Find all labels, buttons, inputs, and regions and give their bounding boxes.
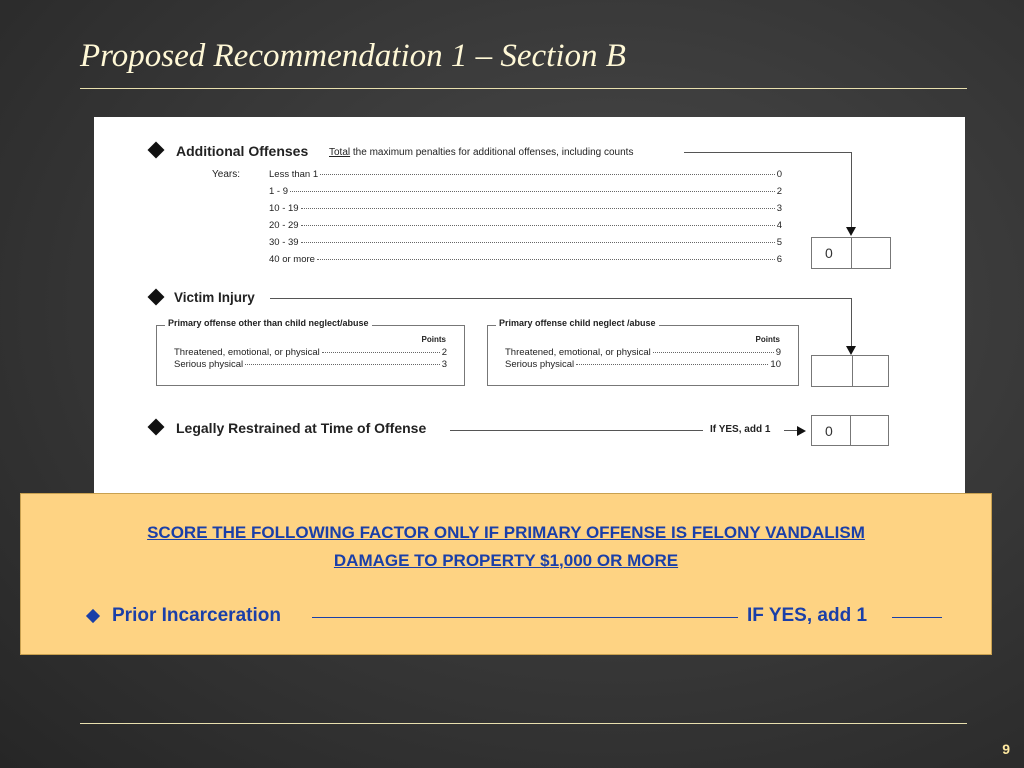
felony-vandalism-callout	[20, 493, 992, 655]
dot-leader	[653, 352, 774, 353]
victim-injury-title: Victim Injury	[174, 290, 255, 305]
list-item	[269, 186, 782, 197]
instruction-underlined: Total	[329, 147, 351, 158]
arrow-down-icon	[846, 346, 856, 355]
row-label: Threatened, emotional, or physical	[174, 347, 320, 358]
row-label: Serious physical	[174, 359, 244, 370]
legally-restrained-score-box	[811, 415, 889, 446]
connector-line	[312, 617, 738, 618]
legally-restrained-title: Legally Restrained at Time of Offense	[176, 420, 427, 436]
connector-line	[851, 152, 852, 227]
list-item	[174, 359, 447, 370]
instruction-text: the maximum penalties for additional offenses, including counts	[352, 147, 634, 158]
dot-leader	[245, 364, 440, 365]
title-divider	[80, 88, 967, 89]
dot-leader	[317, 259, 775, 260]
score-cell-empty	[853, 356, 888, 386]
scoring-form-image	[94, 117, 965, 495]
list-item	[505, 347, 781, 358]
connector-line	[892, 617, 942, 618]
prior-incarceration-item	[85, 605, 941, 629]
score-cell	[812, 356, 853, 386]
row-label: 1 - 9	[269, 186, 289, 197]
group-legend: Primary offense other than child neglect/abuse	[165, 318, 372, 328]
connector-line	[784, 430, 798, 431]
row-label: 30 - 39	[269, 237, 299, 248]
legally-restrained-suffix: If YES, add 1	[710, 424, 771, 435]
prior-incarceration-label: Prior Incarceration	[112, 605, 281, 626]
list-item	[269, 203, 782, 214]
row-value: 3	[441, 359, 447, 370]
victim-injury-score-box	[811, 355, 889, 387]
row-value: 0	[776, 169, 782, 180]
points-header: Points	[755, 335, 780, 344]
row-label: 40 or more	[269, 254, 315, 265]
row-value: 4	[776, 220, 782, 231]
victim-injury-group-other	[156, 318, 465, 386]
prior-incarceration-bullet-icon	[86, 609, 100, 623]
slide-title: Proposed Recommendation 1 – Section B	[80, 38, 626, 74]
list-item	[174, 347, 447, 358]
dot-leader	[290, 191, 775, 192]
score-cell: 0	[812, 238, 852, 268]
dot-leader	[301, 242, 775, 243]
row-label: Less than 1	[269, 169, 319, 180]
row-value: 9	[775, 347, 781, 358]
dot-leader	[576, 364, 768, 365]
callout-heading-line2: DAMAGE TO PROPERTY $1,000 OR MORE	[333, 551, 679, 570]
dot-leader	[301, 208, 775, 209]
row-label: 20 - 29	[269, 220, 299, 231]
page-number: 9	[1002, 741, 1010, 757]
additional-offenses-bullet-icon	[148, 142, 165, 159]
additional-offenses-score-box	[811, 237, 891, 269]
footer-divider	[80, 723, 967, 724]
arrow-right-icon	[797, 426, 806, 436]
connector-line	[270, 298, 852, 299]
points-header: Points	[421, 335, 446, 344]
additional-offenses-instruction	[329, 147, 633, 158]
row-value: 6	[776, 254, 782, 265]
score-cell: 0	[812, 416, 851, 445]
list-item	[269, 237, 782, 248]
list-item	[269, 254, 782, 265]
connector-line	[450, 430, 703, 431]
score-cell-empty	[852, 238, 890, 268]
victim-injury-bullet-icon	[148, 289, 165, 306]
dot-leader	[301, 225, 775, 226]
dot-leader	[322, 352, 440, 353]
row-value: 2	[441, 347, 447, 358]
legally-restrained-bullet-icon	[148, 419, 165, 436]
row-label: Threatened, emotional, or physical	[505, 347, 651, 358]
list-item	[269, 169, 782, 180]
row-value: 2	[776, 186, 782, 197]
years-label: Years:	[212, 169, 240, 180]
score-cell-empty	[851, 416, 888, 445]
prior-incarceration-suffix: IF YES, add 1	[747, 605, 868, 626]
row-label: 10 - 19	[269, 203, 299, 214]
row-value: 5	[776, 237, 782, 248]
callout-heading	[21, 519, 991, 575]
connector-line	[851, 298, 852, 346]
victim-injury-group-child-abuse	[487, 318, 799, 386]
row-value: 10	[770, 359, 781, 370]
list-item	[505, 359, 781, 370]
group-legend: Primary offense child neglect /abuse	[496, 318, 659, 328]
additional-offenses-title: Additional Offenses	[176, 143, 309, 159]
row-value: 3	[776, 203, 782, 214]
connector-line	[684, 152, 852, 153]
callout-heading-line1: SCORE THE FOLLOWING FACTOR ONLY IF PRIMARY OFFENSE IS FELONY VANDALISM	[147, 523, 865, 542]
row-label: Serious physical	[505, 359, 575, 370]
arrow-down-icon	[846, 227, 856, 236]
list-item	[269, 220, 782, 231]
dot-leader	[320, 174, 775, 175]
